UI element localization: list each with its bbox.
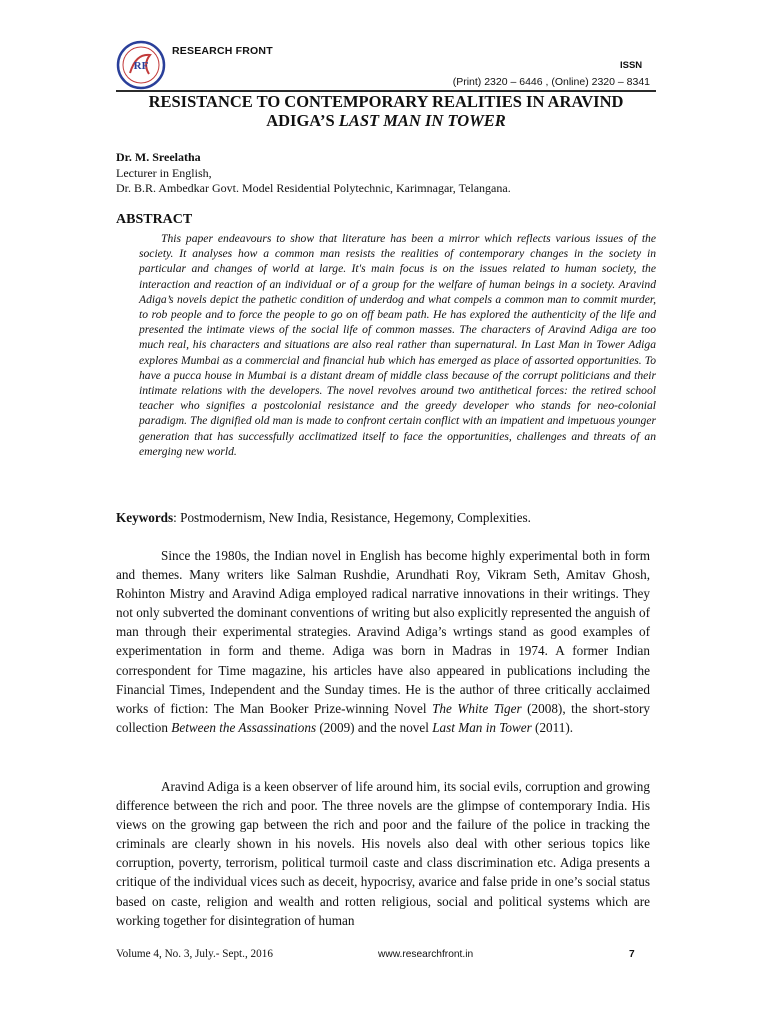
book-title-last-man-in-tower: Last Man in Tower [432,719,532,735]
logo-monogram: RF [133,60,149,72]
body-paragraph-2 [116,777,650,930]
keywords [116,510,531,526]
paragraph-1-main: Since the 1980s, the Indian novel in English has become highly experimental both in form and themes. Many writers like Salman Rushdie, Arundhati Roy, Vikram Seth, Amitav Ghosh, Rohinton Mistry and Aravind Adiga employed radical narrative innovations in their writings. They not only subverted the dominant conventions of writing but also explicitly represented the anguish of man through their experimental strategies. Aravind Adiga’s wrtings stand as good examples of experimentation in form and theme. Adiga was born in Madras in 1974. A former Indian correspondent for Time magazine, his articles have also appeared in publications including the Financial Times, Independent and the Sunday times. He is the author of three critically acclaimed works of fiction: The Man Booker Prize-winning Novel [116,548,650,716]
paragraph-1-end: (2011). [531,719,574,735]
book-title-between-assassinations: Between the Assassinations [171,719,317,735]
keywords-label: Keywords [116,510,174,525]
keywords-text: : Postmodernism, New India, Resistance, Hegemony, Complexities. [173,510,531,525]
journal-name: RESEARCH FRONT [172,45,273,57]
paragraph-1-mid-2: (2009) and the novel [316,719,433,735]
footer-volume: Volume 4, No. 3, July.- Sept., 2016 [116,948,273,960]
paragraph-1-text [116,546,650,737]
title-line-2-italic: LAST MAN IN TOWER [338,111,506,130]
title-line-2-prefix: ADIGA’S [266,111,339,130]
abstract-body [139,231,656,459]
author-block [116,150,511,197]
issn-label: ISSN [620,60,643,71]
book-title-white-tiger: The White Tiger [432,700,522,716]
abstract-heading: ABSTRACT [116,212,193,227]
page-number: 7 [629,949,635,960]
author-affiliation: Dr. B.R. Ambedkar Govt. Model Residential Polytechnic, Karimnagar, Telangana. [116,181,511,195]
author-name: Dr. M. Sreelatha [116,150,201,164]
footer-url: www.researchfront.in [378,949,474,960]
paragraph-2-text: Aravind Adiga is a keen observer of life around him, its social evils, corruption and growing difference between the rich and poor. The three novels are the glimpse of contemporary India. His views on the growing gap between the rich and poor and the failure of the police in tracking the criminals are clearly shown in his novels. His novels also deal with other serious topics like corruption, poverty, terrorism, political turmoil caste and class discrimination etc. Adiga presents a critique of the individual vices such as deceit, hypocrisy, avarice and false pride in one’s social status based on caste, religion and wealth and rotten religious, social and political systems which are working together for disintegration of human [116,779,650,928]
body-paragraph-1 [116,546,650,737]
abstract-text: This paper endeavours to show that literature has been a mirror which reflects various issues of the society. It analyses how a common man resists the realities of contemporary changes in the society in particular and changes of world at large. It's main focus is on the issues related to human society, the interaction and reaction of an individual or of a group for the welfare of human beings in a society. Aravind Adiga’s novels depict the pathetic condition of underdog and what compels a common man to commit murder, to rob people and to force the people to go on off beam path. He has explored the authenticity of the life and presented the intimate views of the social life of common masses. The characters of Aravind Adiga are too much real, his characters and situations are also real rather than supernatural. In Last Man in Tower Adiga explores Mumbai as a commercial and financial hub which has emerged as place of assorted opportunities. To have a pucca house in Mumbai is a distant dream of middle class because of the corrupt politicians and their intimate relations with the developers. The novel revolves around two antithetical forces: the retired school teacher who signifies a postcolonial resistance and the greedy developer who stands for neo-colonial paradigm. The dignified old man is made to confront certain conflict with an impatient and impetuous younger generation that has successfully acclimatized itself to face the opportunities, challenges and threats of an emerging new world. [139,232,656,458]
issn-numbers: (Print) 2320 – 6446 , (Online) 2320 – 8341 [452,76,650,88]
title-line-1: RESISTANCE TO CONTEMPORARY REALITIES IN ARAVIND [148,92,624,111]
paragraph-1-mid-1: (2008), the short-story collection [116,700,651,735]
article-title [116,92,656,130]
author-role: Lecturer in English, [116,165,212,180]
title-line-2 [116,111,656,130]
journal-logo [116,40,166,90]
